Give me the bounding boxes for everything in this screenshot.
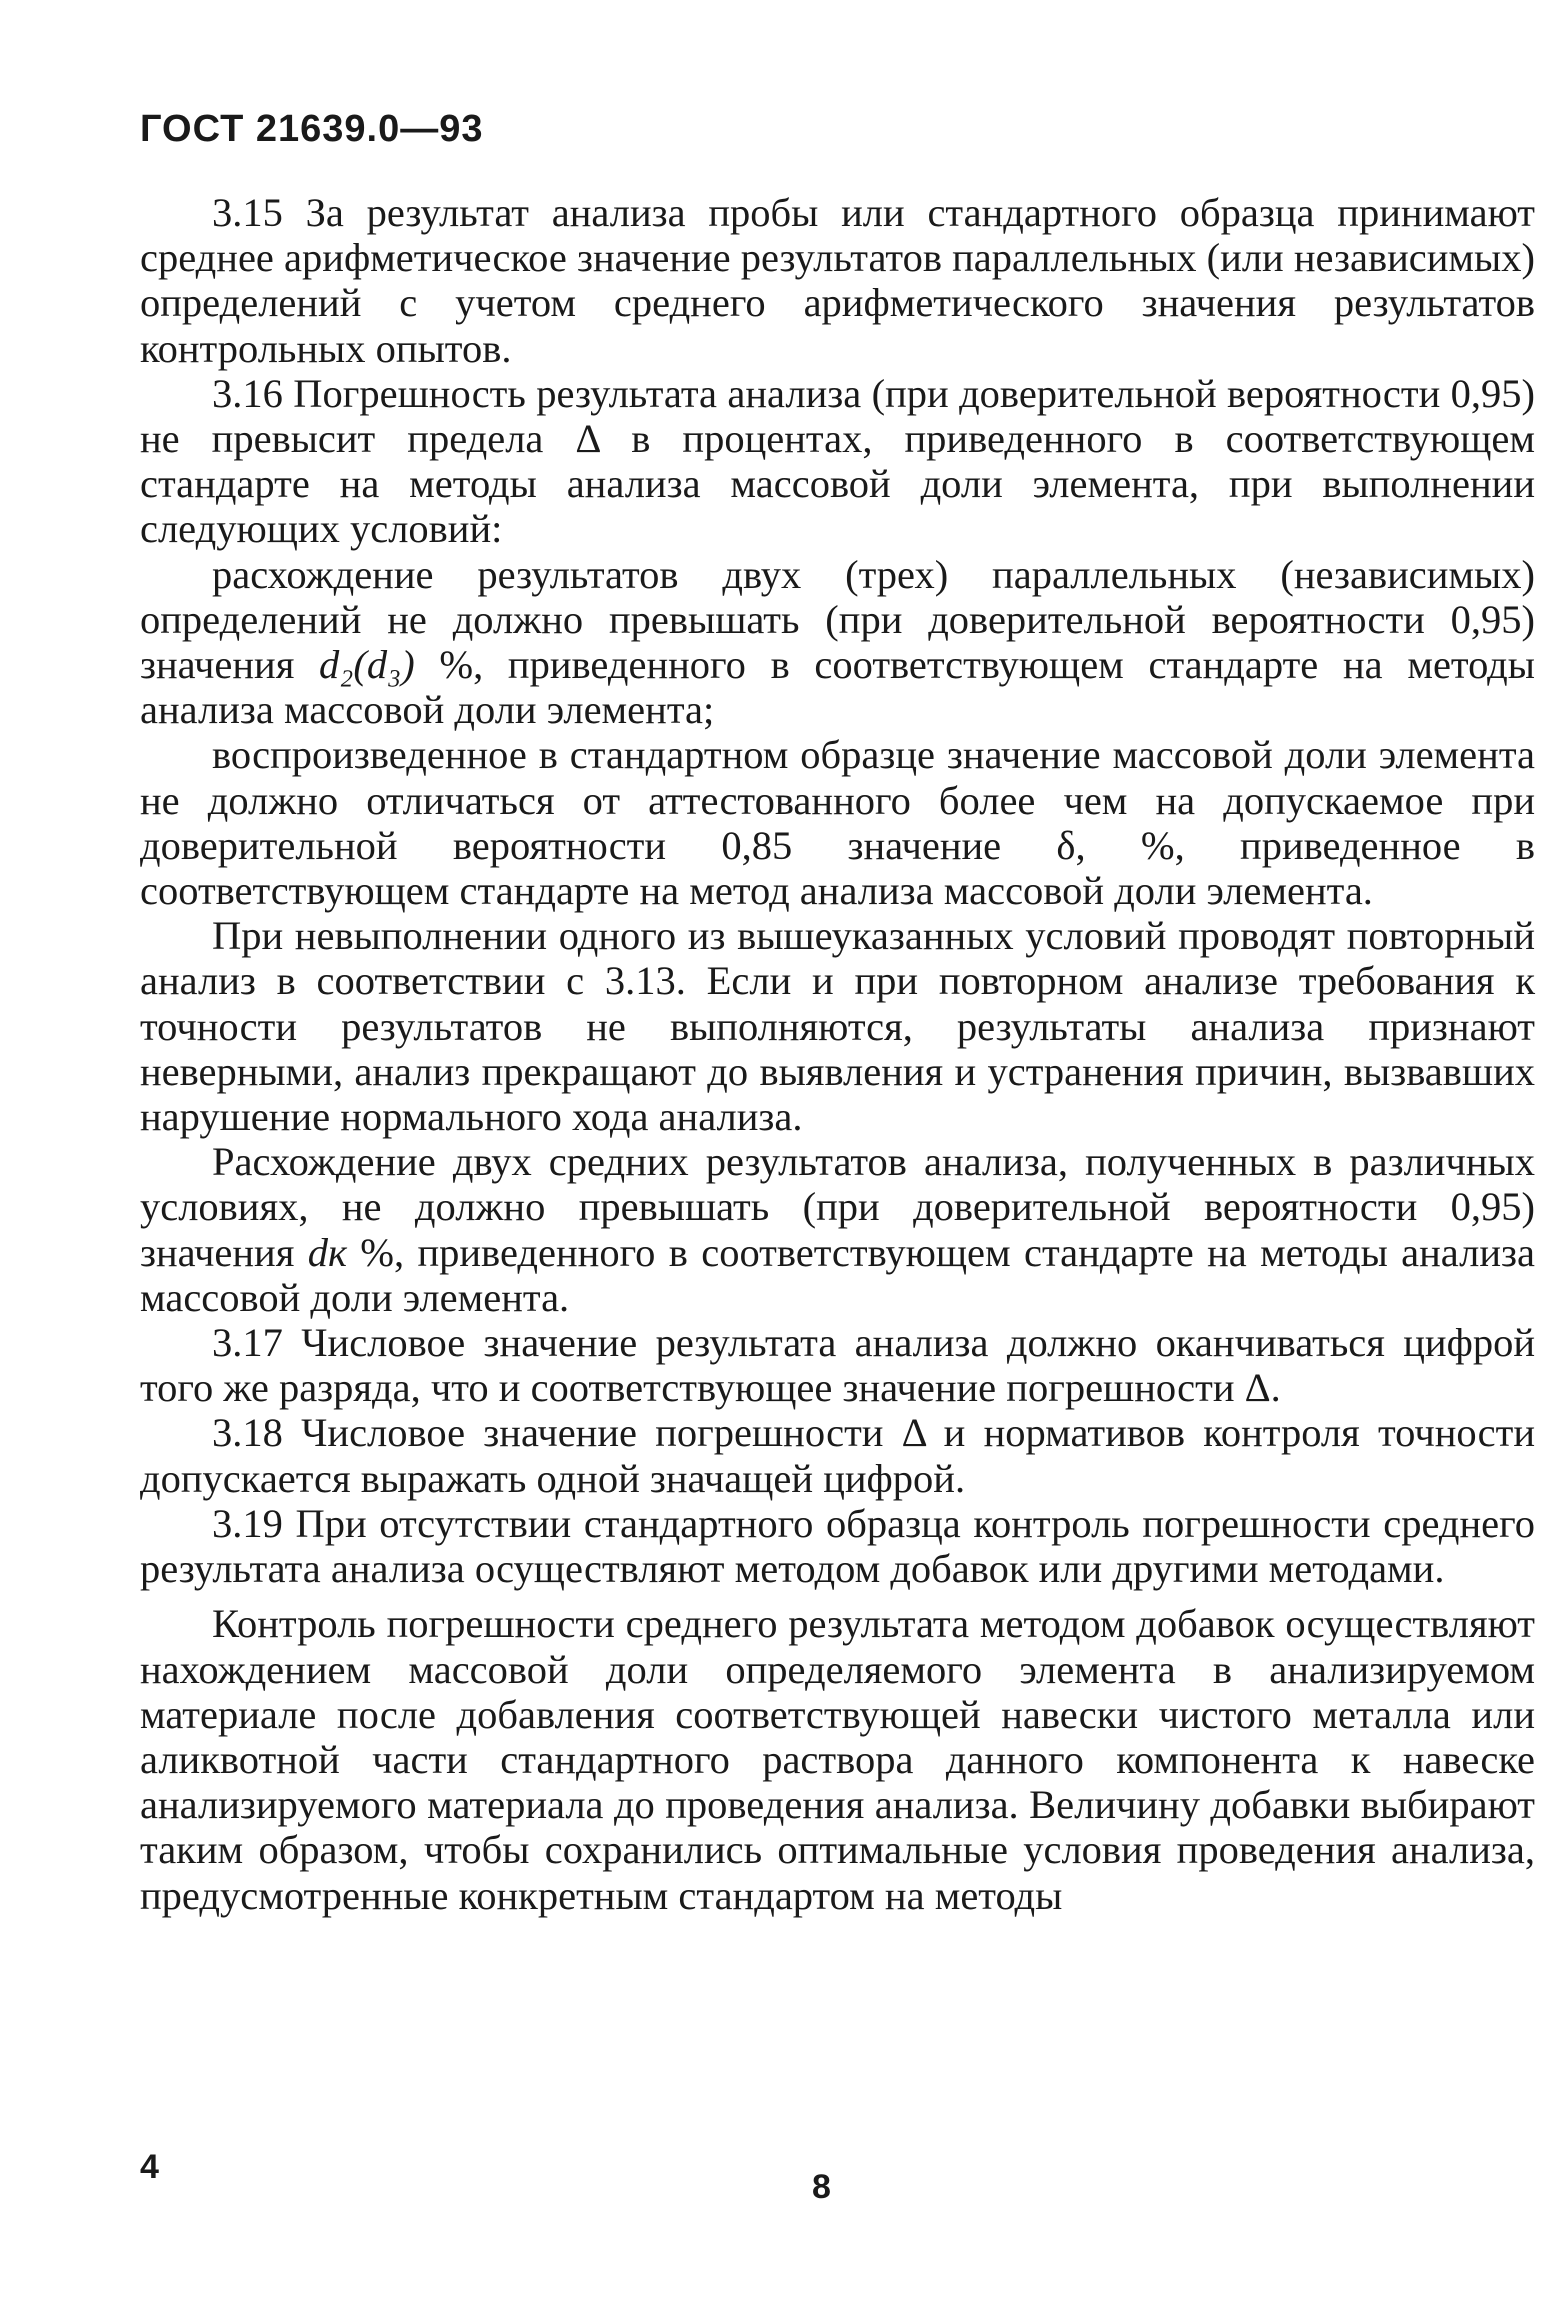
document-body — [140, 190, 1535, 1918]
condition-text-start: расхождение результатов двух (трех) параллельных (независимых) определений не должно превышать (при доверительной вероятности 0,95) значения — [140, 551, 1535, 688]
paragraph-difference — [140, 1139, 1535, 1320]
document-header: ГОСТ 21639.0—93 — [140, 108, 484, 150]
difference-text-end: %, приведенного в соответствующем стандарте на методы анализа массовой доли элемента. — [140, 1229, 1535, 1320]
page-number: 8 — [812, 2168, 831, 2206]
paragraph-3-16: 3.16 Погрешность результата анализа (при доверительной вероятности 0,95) не превысит предела Δ в процентах, приведенного в соответствующем стандарте на методы анализа массовой доли элемента, при выполнении следующих условий: — [140, 370, 1535, 552]
paragraph-3-18: 3.18 Числовое значение погрешности Δ и нормативов контроля точности допускается выражать одной значащей цифрой. — [140, 1410, 1535, 1501]
symbol-dk: dк — [307, 1229, 347, 1275]
condition-parallel-results — [140, 552, 1535, 733]
condition-standard-sample: воспроизведенное в стандартном образце значение массовой доли элемента не должно отличаться от аттестованного более чем на допускаемое при доверительной вероятности 0,85 значение δ, %, приведенное в соответствующем стандарте на метод анализа массовой доли элемента. — [140, 732, 1535, 914]
symbol-d2-d3: d₂(d₃) — [319, 642, 415, 688]
paragraph-failure: При невыполнении одного из вышеуказанных условий проводят повторный анализ в соответствии с 3.13. Если и при повторном анализе требования к точности результатов не выполняются, результаты анализа признают неверными, анализ прекращают до выявления и устранения причин, вызвавших нарушение нормального хода анализа. — [140, 913, 1535, 1140]
footer-left-number: 4 — [140, 2148, 159, 2186]
paragraph-3-15: 3.15 За результат анализа пробы или стандартного образца принимают среднее арифметическое значение результатов параллельных (или независимых) определений с учетом среднего арифметического значения результатов контрольных опытов. — [140, 190, 1535, 371]
paragraph-3-19: 3.19 При отсутствии стандартного образца контроль погрешности среднего результата анализа осуществляют методом добавок или другими методами. — [140, 1500, 1535, 1592]
difference-text-start: Расхождение двух средних результатов анализа, полученных в различных условиях, не должно превышать (при доверительной вероятности 0,95) значения — [140, 1139, 1535, 1275]
condition-text-end: %, приведенного в соответствующем стандарте на методы анализа массовой доли элемента; — [140, 642, 1535, 733]
paragraph-additive-control: Контроль погрешности среднего результата методом добавок осуществляют нахождением массовой доли определяемого элемента в анализируемом материале после добавления соответствующей навески чистого металла или аликвотной части стандартного раствора данного компонента к навеске анализируемого материала до проведения анализа. Величину добавки выбирают таким образом, чтобы сохранились оптимальные условия проведения анализа, предусмотренные конкретным стандартом на методы — [140, 1601, 1535, 1918]
paragraph-3-17: 3.17 Числовое значение результата анализа должно оканчиваться цифрой того же разряда, что и соответствующее значение погрешности Δ. — [140, 1320, 1535, 1411]
